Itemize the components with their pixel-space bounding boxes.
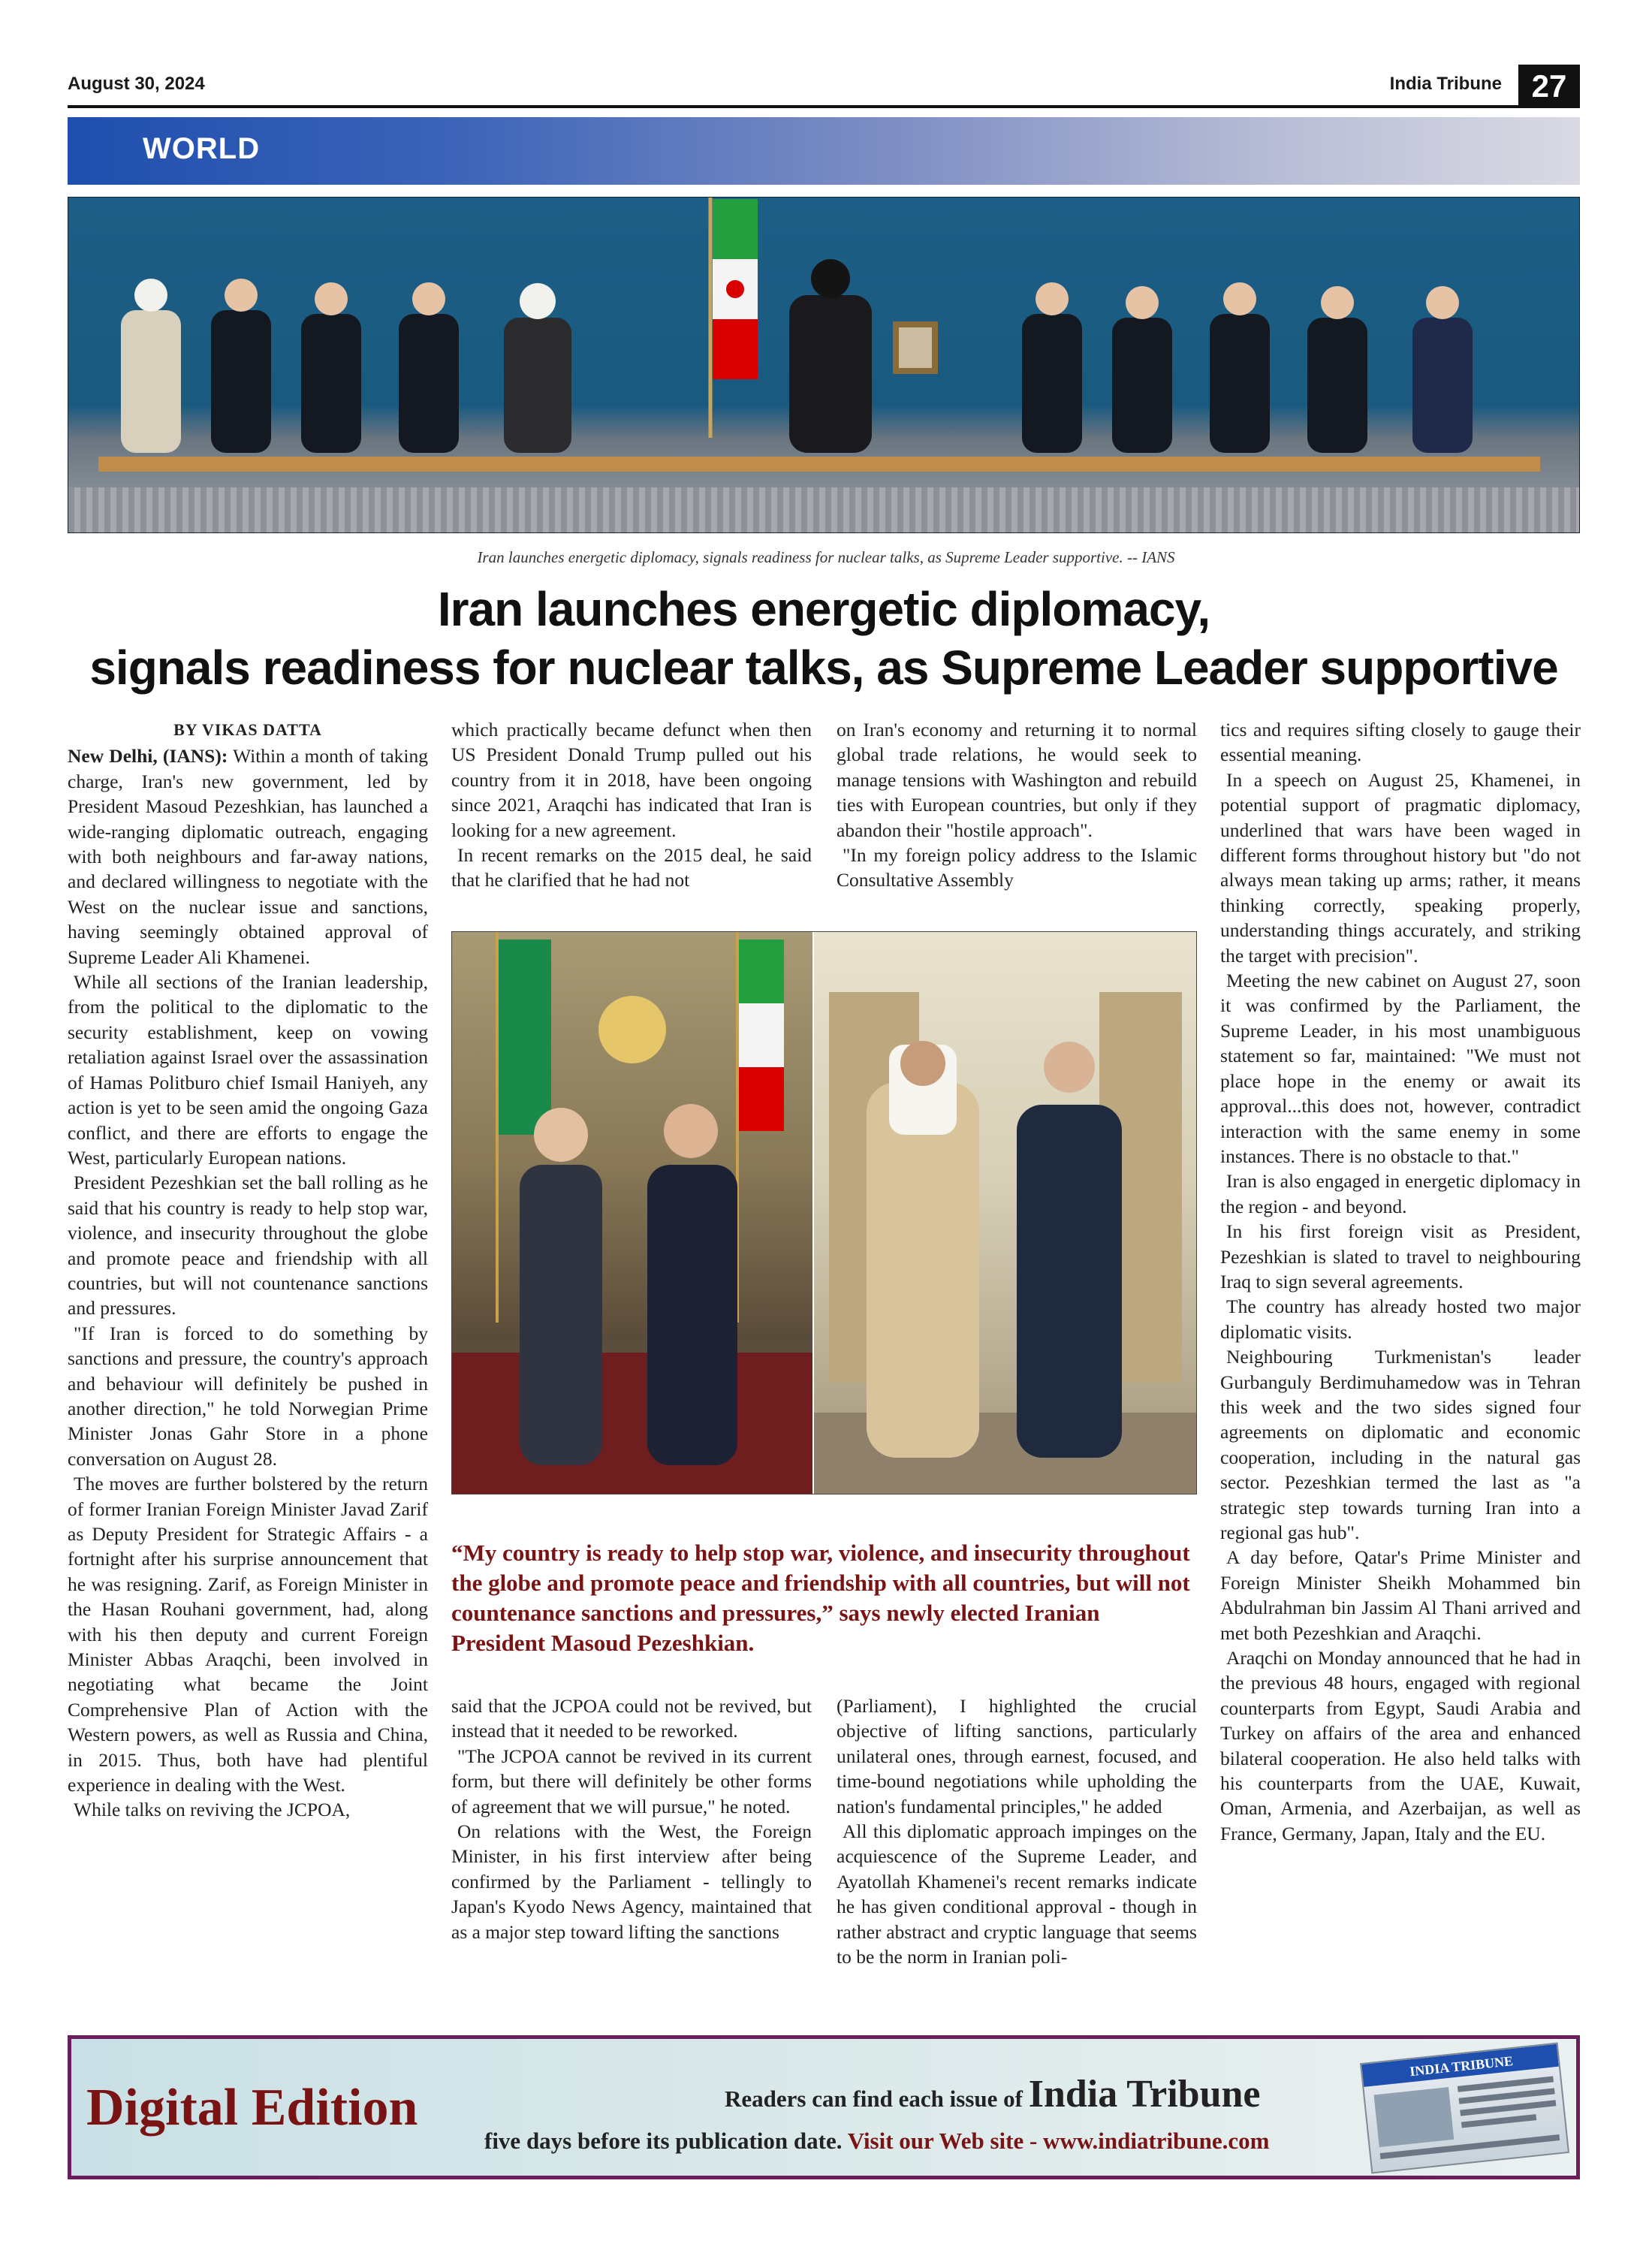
article-paragraph: President Pezeshkian set the ball rolling as he said that his country is ready to help stop war, violence, and insecurity throughout the globe and promote peace and friendship with all countries, but will not countenance sanctions and pressures. — [68, 1172, 428, 1320]
website-link[interactable]: Visit our Web site - www.indiatribune.com — [847, 2128, 1270, 2154]
paragraph-text: Within a month of taking charge, Iran's new government, led by President Masoud Pezeshkian, has launched a wide-ranging diplomatic outreach, engaging with both neighbours and far-away nations, and declared willingness to negotiate with the West on the nuclear issue and sanctions, having seemingly obtained approval of Supreme Leader Ali Khamenei. — [68, 745, 428, 968]
article-paragraph: While talks on reviving the JCPOA, — [74, 1799, 351, 1821]
issue-date: August 30, 2024 — [68, 74, 205, 94]
article-paragraph: Meeting the new cabinet on August 27, soon it was confirmed by the Parliament, the Supreme Leader, in his most unambiguous statement so far, maintained: "We must not place hope in the enemy or await its approval...this does not, however, contradict interaction with the same enemy in some instances. There is no obstacle to that." — [1220, 970, 1581, 1167]
article-column-2-top — [451, 717, 812, 920]
article-paragraph: (Parliament), I highlighted the crucial objective of lifting sanctions, particularly unilateral ones, through earnest, focused, and time-bound negotiations while upholding the nation's fundamental principles," he added — [837, 1695, 1197, 1817]
photo-handshake-turkmenistan — [452, 932, 812, 1494]
publication-name: India Tribune — [1389, 74, 1502, 94]
banner-line-2 — [484, 2128, 1269, 2155]
article-column-3-bottom — [837, 1694, 1197, 1969]
article-paragraph: "If Iran is forced to do something by sanctions and pressure, the country's approach and behaviour will definitely be pushed in another direction," he told Norwegian Prime Minister Jonas Gahr Store in a phone conversation on August 28. — [68, 1322, 428, 1470]
carpet — [68, 487, 1579, 532]
article-paragraph: Iran is also engaged in energetic diplomacy in the region - and beyond. — [1220, 1170, 1581, 1217]
photo-caption: Iran launches energetic diplomacy, signals readiness for nuclear talks, as Supreme Leader supportive. -- IANS — [477, 548, 1175, 566]
article-paragraph: tics and requires sifting closely to gauge their essential meaning. — [1220, 719, 1581, 766]
article-paragraph: said that the JCPOA could not be revived, but instead that it needed to be reworked. — [451, 1695, 812, 1742]
pull-quote: “My country is ready to help stop war, violence, and insecurity throughout the globe and promote peace and friendship with all countries, but will not countenance sanctions and pressures,” says newly elected Iranian President Masoud Pezeshkian. — [451, 1540, 1190, 1656]
byline: BY VIKAS DATTA — [173, 720, 322, 739]
article-column-2-bottom — [451, 1694, 812, 1944]
banner-line-2-text: five days before its publication date. — [484, 2128, 843, 2154]
article-paragraph: on Iran's economy and returning it to normal global trade relations, he would seek to manage tensions with Washington and rebuild ties with European countries, but only if they abandon their "hostile approach". — [837, 719, 1197, 841]
digital-edition-banner[interactable] — [68, 2035, 1580, 2179]
newspaper-thumbnail-icon — [1360, 2043, 1569, 2174]
article-paragraph: While all sections of the Iranian leadership, from the political to the diplomatic to the security establishment, keep on vowing retaliation against Israel over the assassination of Hamas Politburo chief Ismail Haniyeh, any action is yet to be seen amid the ongoing Gaza conflict, and there are efforts to engage the West, particularly European nations. — [68, 971, 428, 1169]
article-paragraph: which practically became defunct when then US President Donald Trump pulled out his country from it in 2018, have been ongoing since 2021, Araqchi has indicated that Iran is looking for a new agreement. — [451, 719, 812, 841]
hero-photo — [68, 197, 1580, 533]
banner-brand: India Tribune — [1028, 2073, 1261, 2116]
svg-text:INDIA TRIBUNE: INDIA TRIBUNE — [1409, 2052, 1514, 2080]
photo-left-illustration — [452, 932, 812, 1494]
article-paragraph: A day before, Qatar's Prime Minister and Foreign Minister Sheikh Mohammed bin Abdulrahman bin Jassim Al Thani arrived and met both Pezeshkian and Araqchi. — [1220, 1546, 1581, 1644]
article-paragraph: In recent remarks on the 2015 deal, he said that he clarified that he had not — [451, 844, 812, 891]
headline — [68, 580, 1580, 697]
section-band — [68, 117, 1580, 185]
photo-right-illustration — [814, 932, 1197, 1494]
header-rule — [68, 105, 1580, 108]
article-paragraph: Araqchi on Monday announced that he had in the previous 48 hours, engaged with regional counterparts from Egypt, Saudi Arabia and Turkey on affairs of the area and enhanced bilateral cooperation. He also held talks with his counterparts from the UAE, Kuwait, Oman, Armenia, and Azerbaijan, as well as France, Germany, Japan, Italy and the EU. — [1220, 1647, 1581, 1844]
article-paragraph: "The JCPOA cannot be revived in its current form, but there will definitely be other forms of agreement that we will pursue," he noted. — [451, 1745, 812, 1817]
article-paragraph: On relations with the West, the Foreign Minister, in his first interview after being confirmed by the Parliament - tellingly to Japan's Kyodo News Agency, maintained that as a major step toward lifting the sanctions — [451, 1820, 812, 1943]
headline-line-2: signals readiness for nuclear talks, as Supreme Leader supportive — [89, 641, 1558, 695]
page-number: 27 — [1518, 65, 1580, 108]
section-label: WORLD — [143, 132, 261, 165]
article-paragraph — [68, 743, 428, 970]
banner-title: Digital Edition — [86, 2079, 418, 2137]
article-paragraph: The country has already hosted two major diplomatic visits. — [1220, 1295, 1581, 1343]
article-paragraph: In a speech on August 25, Khamenei, in potential support of pragmatic diplomacy, underlined that wars have been waged in different forms throughout history but "do not always mean taking up arms; rather, it means thinking correctly, speaking properly, understanding things accurately, and striking the target with precision". — [1220, 768, 1581, 967]
article-paragraph: The moves are further bolstered by the return of former Iranian Foreign Minister Javad Zarif as Deputy President for Strategic Affairs - a fortnight after his surprise announcement that he was resigning. Zarif, as Foreign Minister in the Hasan Rouhani government, had, along with his then deputy and current Foreign Minister Abbas Araqchi, been involved in negotiating what became the Joint Comprehensive Plan of Action with the Western powers, as well as Russia and China, in 2015. Thus, both have had plentiful experience in dealing with the West. — [68, 1473, 428, 1796]
article-paragraph: All this diplomatic approach impinges on the acquiescence of the Supreme Leader, and Ayatollah Khamenei's recent remarks indicate he has given conditional approval - though in rather abstract and cryptic language that seems to be the norm in Iranian poli- — [837, 1820, 1197, 1968]
article-column-4 — [1220, 717, 1581, 1846]
hero-photo-illustration — [68, 198, 1580, 533]
banner-line-1-text: Readers can find each issue of — [725, 2086, 1023, 2112]
article-column-1 — [68, 717, 428, 1823]
inline-photo-pair — [451, 931, 1197, 1494]
headline-line-1: Iran launches energetic diplomacy, — [437, 582, 1210, 636]
article-column-3-top — [837, 717, 1197, 920]
photo-handshake-qatar — [814, 932, 1197, 1494]
article-paragraph: Neighbouring Turkmenistan's leader Gurbanguly Berdimuhamedow was in Tehran this week and the two sides signed four agreements on diplomatic and economic cooperation, including in the natural gas sector. Pezeshkian termed the last as "a strategic step towards turning Iran into a regional gas hub". — [1220, 1346, 1581, 1543]
article-paragraph: "In my foreign policy address to the Islamic Consultative Assembly — [837, 844, 1197, 891]
banner-line-1 — [725, 2072, 1261, 2116]
article-paragraph: In his first foreign visit as President, Pezeshkian is slated to travel to neighbouring Iraq to sign several agreements. — [1220, 1220, 1581, 1292]
dateline: New Delhi, (IANS): — [68, 745, 228, 768]
